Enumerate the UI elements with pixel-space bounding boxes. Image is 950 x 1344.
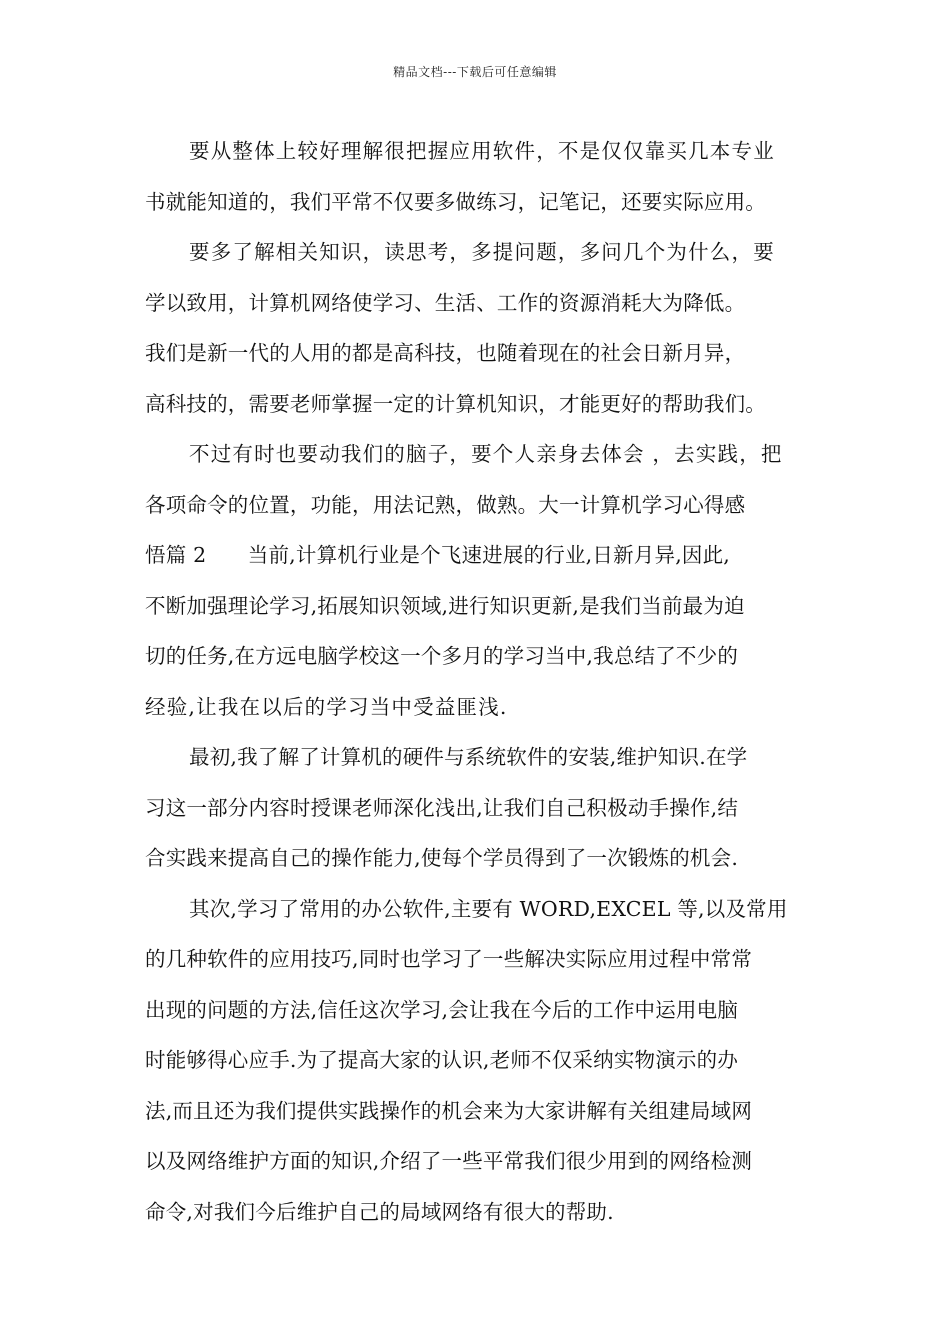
text-line: 以及网络维护方面的知识,介绍了一些平常我们很少用到的网络检测 — [145, 1149, 753, 1173]
text-line: 切的任务,在方远电脑学校这一个多月的学习当中,我总结了不少的 — [145, 644, 739, 668]
text-line: 学以致用，计算机网络使学习、生活、工作的资源消耗大为降低。 — [145, 290, 746, 315]
text-line: 命令,对我们今后维护自己的局域网络有很大的帮助. — [145, 1199, 614, 1224]
text-line: 其次,学习了常用的办公软件,主要有 WORD,EXCEL 等,以及常用 — [189, 896, 788, 921]
text-line: 我们是新一代的人用的都是高科技，也随着现在的社会日新月异， — [145, 341, 746, 365]
text-line: 时能够得心应手.为了提高大家的认识,老师不仅采纳实物演示的办 — [145, 1048, 739, 1072]
document-body — [145, 126, 815, 1237]
text-line: 高科技的，需要老师掌握一定的计算机知识，才能更好的帮助我们。 — [145, 391, 766, 416]
text-line: 各项命令的位置，功能，用法记熟，做熟。大一计算机学习心得感 — [145, 492, 746, 517]
text-line: 要从整体上较好理解很把握应用软件，不是仅仅靠买几本专业 — [189, 139, 775, 163]
text-line: 的几种软件的应用技巧,同时也学习了一些解决实际应用过程中常常 — [145, 947, 753, 971]
text-line: 习这一部分内容时授课老师深化浅出,让我们自己积极动手操作,结 — [145, 795, 739, 820]
text-line: 不过有时也要动我们的脑子，要个人亲身去体会 ，去实践，把 — [189, 442, 783, 466]
text-line: 不断加强理论学习,拓展知识领域,进行知识更新,是我们当前最为迫 — [145, 593, 745, 618]
text-line: 要多了解相关知识，读思考，多提问题，多问几个为什么，要 — [189, 240, 775, 264]
text-line: 书就能知道的，我们平常不仅要多做练习，记笔记，还要实际应用。 — [145, 189, 766, 214]
text-line: 出现的问题的方法,信任这次学习,会让我在今后的工作中运用电脑 — [145, 997, 739, 1022]
text-line: 法,而且还为我们提供实践操作的机会来为大家讲解有关组建局域网 — [145, 1098, 753, 1123]
text-line: 合实践来提高自己的操作能力,使每个学员得到了一次锻炼的机会. — [145, 846, 739, 870]
text-line: 悟篇 2 当前,计算机行业是个飞速进展的行业,日新月异,因此, — [145, 543, 731, 567]
page-header: 精品文档---下载后可任意编辑 — [393, 65, 557, 79]
text-line: 最初,我了解了计算机的硬件与系统软件的安装,维护知识.在学 — [189, 745, 748, 769]
text-line: 经验,让我在以后的学习当中受益匪浅. — [145, 694, 508, 719]
